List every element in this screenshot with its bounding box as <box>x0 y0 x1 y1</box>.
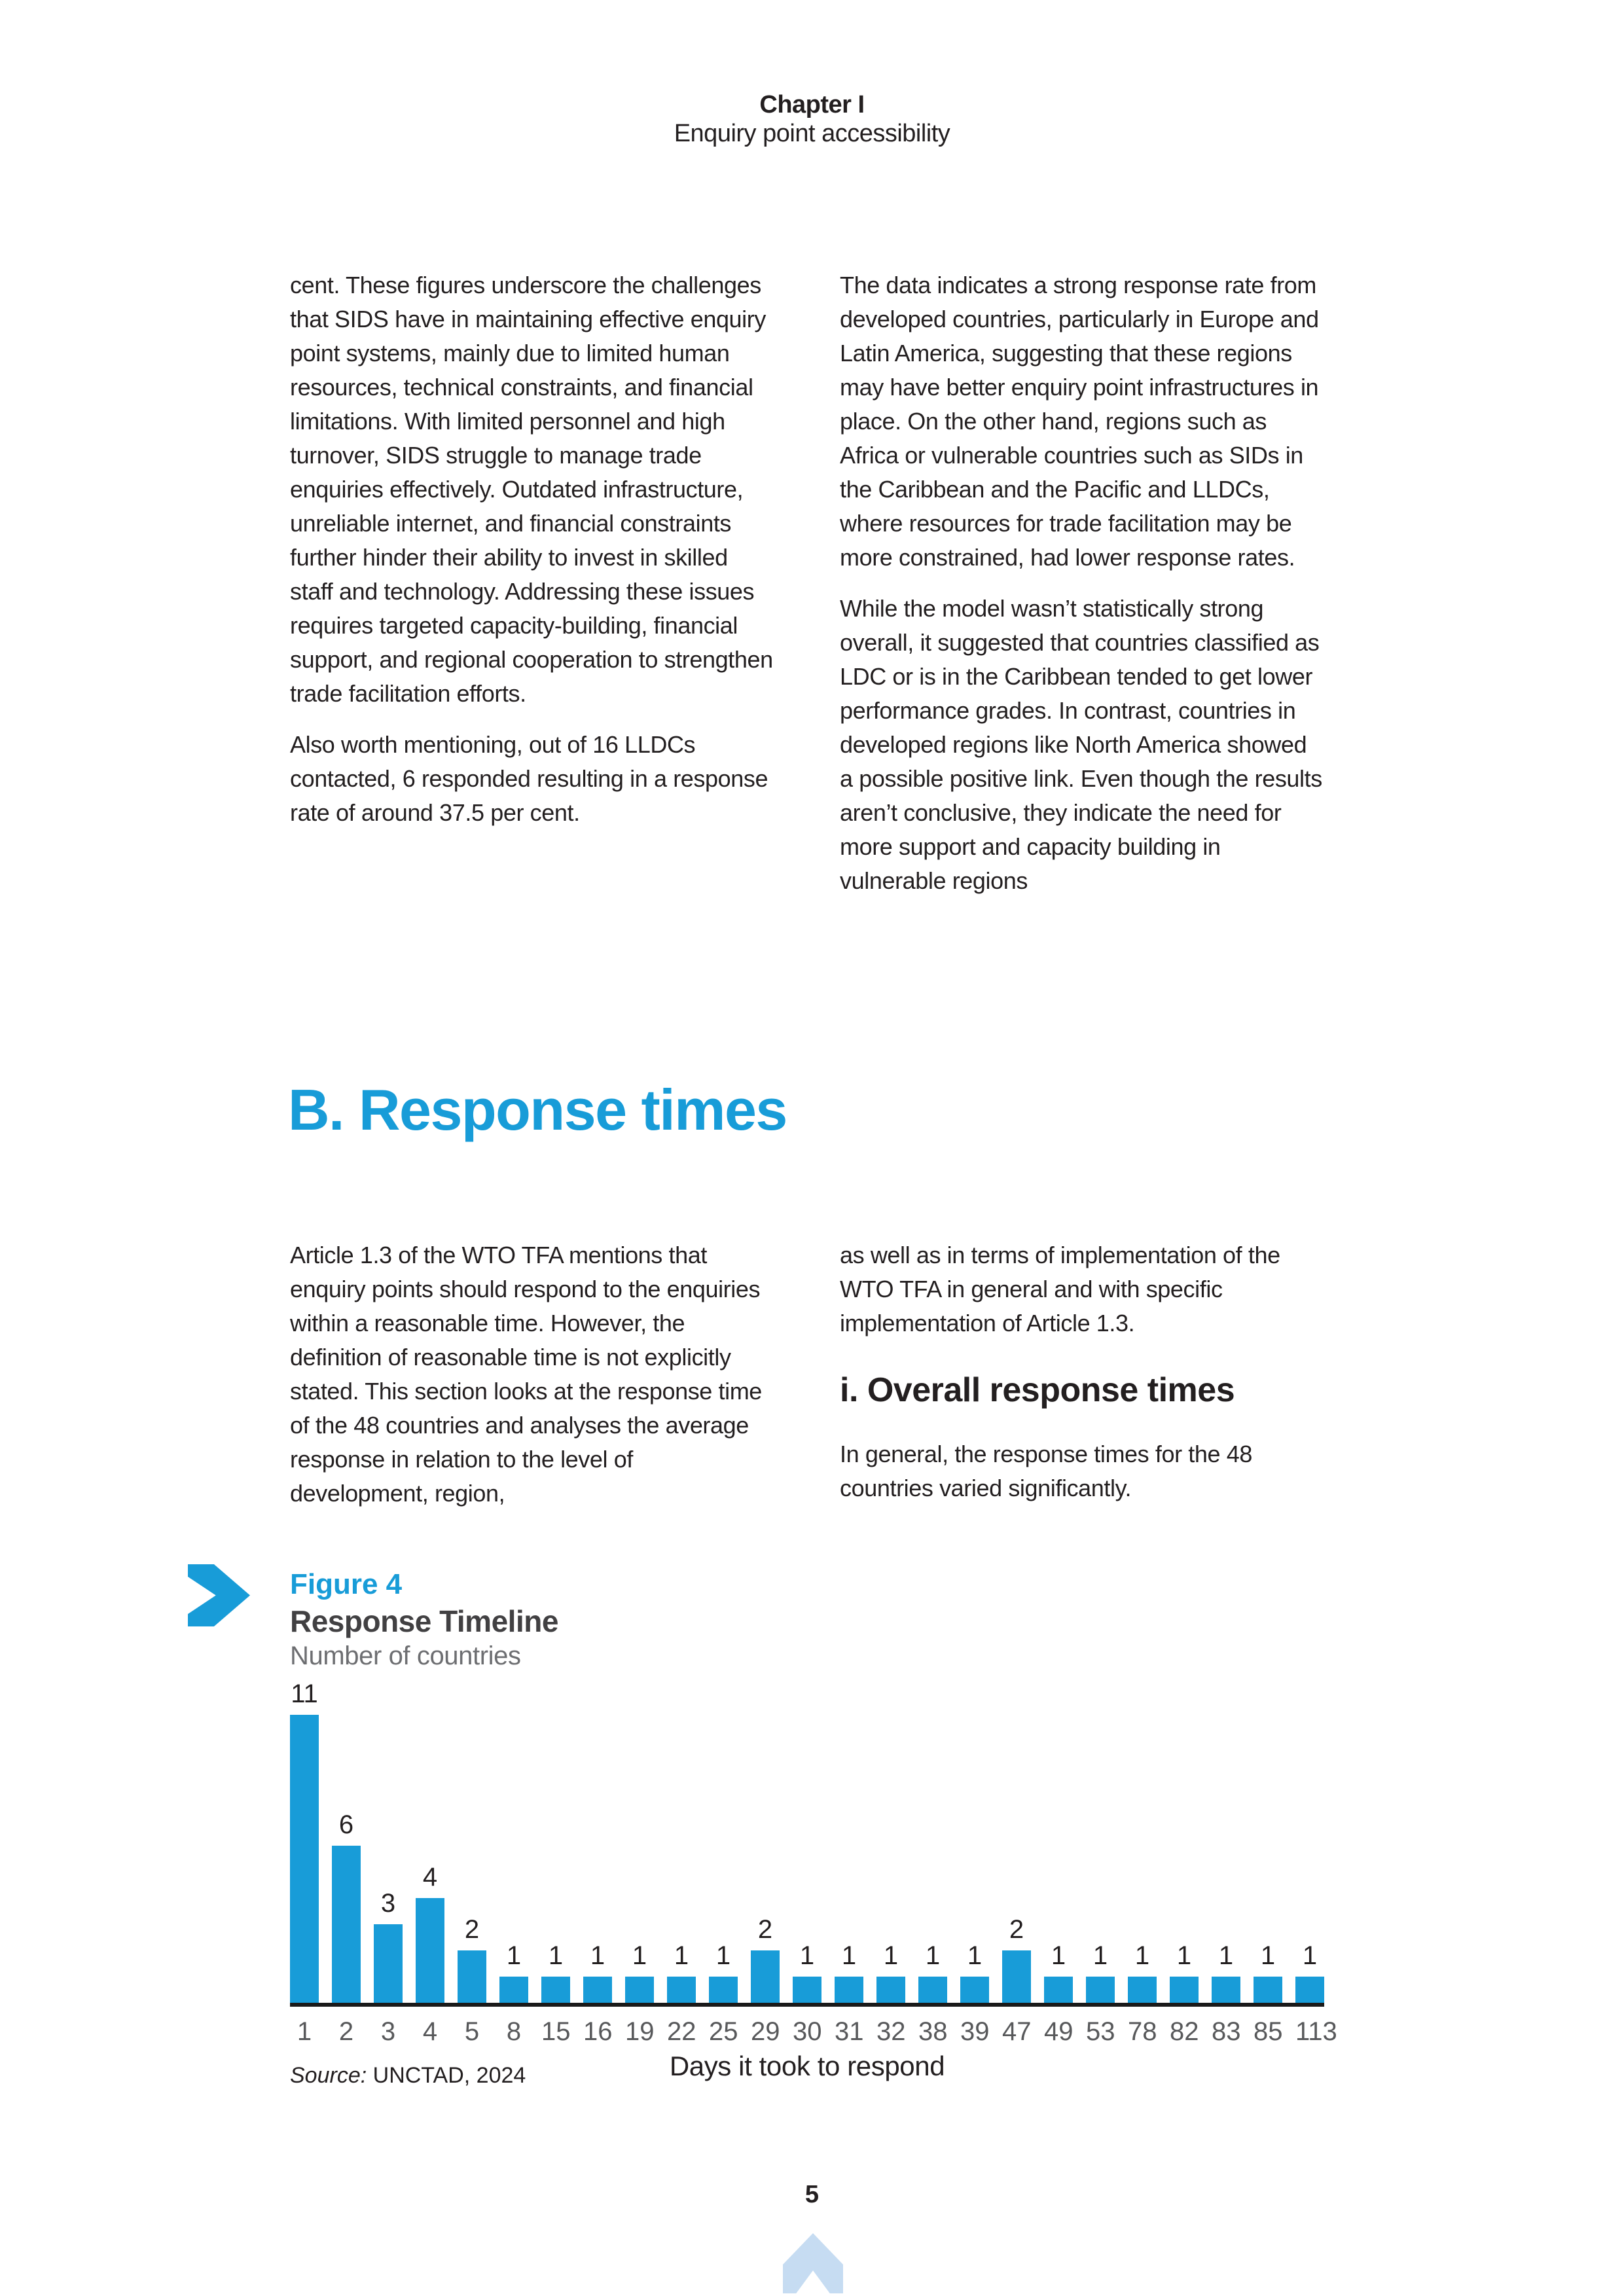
bar-value-label: 3 <box>380 1889 396 1918</box>
paragraph: cent. These figures underscore the challenges that SIDS have in maintaining effective enquiry point systems, mainly due to limited human resources, technical constraints, and financial limitations. With limited personnel and high turnover, SIDS struggle to manage trade enquiries effectively. Outdated infrastructure, unreliable internet, and financial constraints further hinder their ability to invest in skilled staff and technology. Addressing these issues requires targeted capacity-building, financial support, and regional cooperation to strengthen trade facilitation efforts. <box>290 272 773 707</box>
bar-value-label: 1 <box>1051 1941 1066 1970</box>
bar-chart <box>290 1673 1337 2082</box>
bar <box>1044 1977 1073 2003</box>
section-right-column <box>840 1238 1324 1528</box>
x-tick-label: 39 <box>960 2017 990 2046</box>
bar-value-label: 4 <box>422 1863 438 1892</box>
chart-ticks <box>290 2017 1337 2047</box>
section-left-column <box>290 1238 774 1528</box>
x-axis-title: Days it took to respond <box>669 2051 945 2081</box>
source-text: UNCTAD, 2024 <box>367 2063 526 2088</box>
bar-column <box>1002 1916 1031 2003</box>
bar-value-label: 6 <box>338 1810 354 1839</box>
paragraph: Also worth mentioning, out of 16 LLDCs contacted, 6 responded resulting in a response rate of around 37.5 per cent. <box>290 731 768 826</box>
bar-column <box>1044 1943 1073 2003</box>
figure-title: Response Timeline <box>290 1604 558 1638</box>
x-tick-label: 22 <box>667 2017 696 2046</box>
x-tick-label: 1 <box>297 2017 312 2046</box>
bar-column <box>709 1943 738 2003</box>
source-prefix: Source: <box>290 2063 367 2088</box>
x-tick-label: 3 <box>380 2017 396 2046</box>
bar-column <box>1170 1943 1199 2003</box>
bar <box>876 1977 905 2003</box>
figure-subtitle: Number of countries <box>290 1641 521 1670</box>
bar-value-label: 1 <box>1176 1941 1192 1970</box>
bar-column <box>374 1890 403 2003</box>
bar-column <box>793 1943 821 2003</box>
paragraph: The data indicates a strong response rate from developed countries, particularly in Europe and Latin America, suggesting that these regions may have better enquiry point infrastructures in place. On the other hand, regions such as Africa or vulnerable countries such as SIDs in the Caribbean and the Pacific and LLDCs, where resources for trade facilitation may be more constrained, had lower response rates. <box>840 272 1319 571</box>
x-tick-label: 85 <box>1254 2017 1283 2046</box>
bar-value-label: 1 <box>1260 1941 1276 1970</box>
bar-value-label: 1 <box>506 1941 522 1970</box>
x-tick-label: 2 <box>338 2017 354 2046</box>
bar <box>1170 1977 1199 2003</box>
bar-value-label: 2 <box>1009 1915 1024 1944</box>
bar <box>1295 1977 1324 2003</box>
bar <box>793 1977 821 2003</box>
bar-value-label: 1 <box>674 1941 689 1970</box>
x-tick-label: 49 <box>1044 2017 1074 2046</box>
logo-chevron-icon <box>783 2233 843 2296</box>
bar <box>1254 1977 1282 2003</box>
bar-value-label: 1 <box>841 1941 857 1970</box>
bar <box>1002 1950 1031 2003</box>
bar-value-label: 1 <box>548 1941 564 1970</box>
paragraph: as well as in terms of implementation of the WTO TFA in general and with specific implementation of Article 1.3. <box>840 1242 1280 1336</box>
bar-column <box>625 1943 654 2003</box>
bar <box>625 1977 654 2003</box>
x-tick-label: 16 <box>583 2017 613 2046</box>
x-tick-label: 38 <box>918 2017 948 2046</box>
figure-source <box>290 2063 526 2089</box>
bar <box>751 1950 780 2003</box>
x-tick-label: 29 <box>751 2017 780 2046</box>
bar <box>416 1898 444 2003</box>
page-header <box>0 90 1624 148</box>
bar-value-label: 1 <box>632 1941 647 1970</box>
bar-value-label: 1 <box>925 1941 941 1970</box>
bar-column <box>751 1916 780 2003</box>
bar <box>499 1977 528 2003</box>
intro-columns <box>290 268 1324 915</box>
chapter-title: Chapter I <box>759 91 865 118</box>
figure-label: Figure 4 <box>290 1568 403 1600</box>
bar <box>709 1977 738 2003</box>
bar-column <box>290 1681 319 2003</box>
bar-value-label: 2 <box>464 1915 480 1944</box>
section-title: B. Response times <box>288 1077 787 1142</box>
bar-value-label: 1 <box>1218 1941 1234 1970</box>
bar-value-label: 11 <box>291 1679 318 1708</box>
bar <box>541 1977 570 2003</box>
bar-value-label: 1 <box>1092 1941 1108 1970</box>
bar <box>667 1977 696 2003</box>
bar-value-label: 2 <box>757 1915 773 1944</box>
bar-column <box>1128 1943 1157 2003</box>
bar-column <box>1295 1943 1324 2003</box>
x-tick-label: 53 <box>1086 2017 1115 2046</box>
x-tick-label: 4 <box>422 2017 438 2046</box>
bar <box>458 1950 486 2003</box>
bar-column <box>876 1943 905 2003</box>
bar <box>374 1924 403 2003</box>
x-tick-label: 113 <box>1295 2017 1337 2046</box>
bar <box>1086 1977 1115 2003</box>
bar-column <box>1254 1943 1282 2003</box>
bar-value-label: 1 <box>967 1941 983 1970</box>
bar <box>332 1846 361 2003</box>
bar <box>290 1715 319 2003</box>
bar <box>1212 1977 1240 2003</box>
paragraph: Article 1.3 of the WTO TFA mentions that enquiry points should respond to the enquiries within a reasonable time. However, the definition of reasonable time is not explicitly stated. This section looks at the response time of the 48 countries and analyses the average response in relation to the level of development, region, <box>290 1242 762 1507</box>
bar-value-label: 1 <box>799 1941 815 1970</box>
bar <box>960 1977 989 2003</box>
bar <box>1128 1977 1157 2003</box>
x-tick-label: 19 <box>625 2017 655 2046</box>
bar-value-label: 1 <box>715 1941 731 1970</box>
bar-value-label: 1 <box>883 1941 899 1970</box>
subsection-title: i. Overall response times <box>840 1371 1235 1409</box>
x-tick-label: 30 <box>793 2017 822 2046</box>
paragraph: In general, the response times for the 48 countries varied significantly. <box>840 1441 1252 1501</box>
bar-column <box>1212 1943 1240 2003</box>
bar-column <box>583 1943 612 2003</box>
bar-value-label: 1 <box>590 1941 605 1970</box>
bar-column <box>416 1864 444 2003</box>
chapter-subtitle: Enquiry point accessibility <box>674 120 950 147</box>
bar <box>835 1977 863 2003</box>
x-tick-label: 78 <box>1128 2017 1157 2046</box>
bar-column <box>541 1943 570 2003</box>
bar <box>583 1977 612 2003</box>
x-tick-label: 31 <box>835 2017 864 2046</box>
x-tick-label: 8 <box>506 2017 522 2046</box>
paragraph: While the model wasn’t statistically strong overall, it suggested that countries classified as LDC or is in the Caribbean tended to get lower performance grades. In contrast, countries in developed regions like North America showed a possible positive link. Even though the results aren’t conclusive, they indicate the need for more support and capacity building in vulnerable regions <box>840 595 1322 894</box>
page-number: 5 <box>804 2181 820 2208</box>
x-tick-label: 25 <box>709 2017 738 2046</box>
bar-column <box>499 1943 528 2003</box>
intro-left-column <box>290 268 774 915</box>
intro-right-column <box>840 268 1324 915</box>
bar-column <box>332 1812 361 2003</box>
bar-column <box>835 1943 863 2003</box>
figure-chevron-icon <box>188 1564 250 1630</box>
x-tick-label: 47 <box>1002 2017 1032 2046</box>
x-tick-label: 15 <box>541 2017 571 2046</box>
bar-value-label: 1 <box>1134 1941 1150 1970</box>
chart-bars <box>290 1673 1324 2007</box>
x-tick-label: 83 <box>1212 2017 1241 2046</box>
bar-column <box>1086 1943 1115 2003</box>
bar-column <box>960 1943 989 2003</box>
bar-column <box>667 1943 696 2003</box>
bar-column <box>918 1943 947 2003</box>
section-columns <box>290 1238 1324 1528</box>
bar <box>918 1977 947 2003</box>
x-tick-label: 5 <box>464 2017 480 2046</box>
bar-column <box>458 1916 486 2003</box>
x-tick-label: 82 <box>1170 2017 1199 2046</box>
x-tick-label: 32 <box>876 2017 906 2046</box>
bar-value-label: 1 <box>1302 1941 1318 1970</box>
